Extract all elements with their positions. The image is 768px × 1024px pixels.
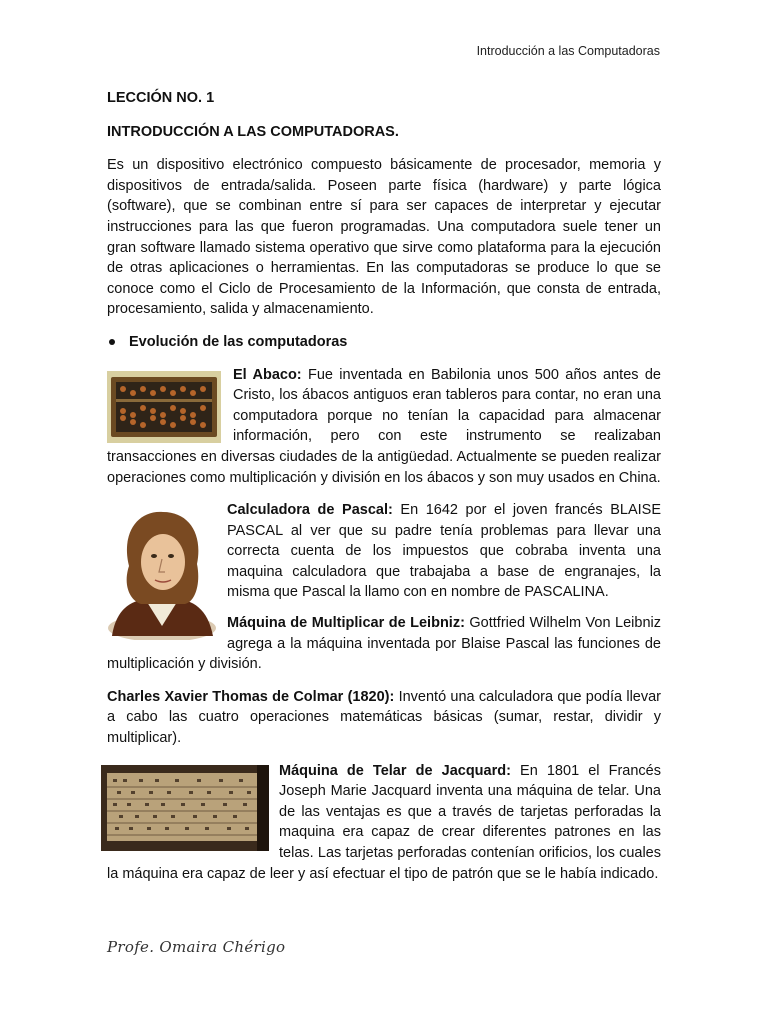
abacus-image xyxy=(107,371,221,443)
pascal-term: Calculadora de Pascal: xyxy=(227,502,393,519)
running-header: Introducción a las Computadoras xyxy=(476,44,660,58)
colmar-term: Charles Xavier Thomas de Colmar (1820): xyxy=(107,688,395,705)
jacquard-term: Máquina de Telar de Jacquard: xyxy=(279,762,511,779)
pascal-text: En 1642 por el joven francés BLAISE PASCAL al ver que su padre tenía problemas para llevar una correcta cuenta de los impuestos que cobraba inventa una maquina calculadora que trabajaba a base de engranajes, la misma que Pascal la llamo con en nombre de PASCALINA. xyxy=(227,502,662,601)
leibniz-term: Máquina de Multiplicar de Leibniz: xyxy=(227,615,465,632)
abaco-text: Fue inventada en Babilonia unos 500 años antes de Cristo, los ábacos antiguos eran tableros para contar, no eran una computadora porque no tenían la capacidad para almacenar información, pero con este instrumento se realizaban transacciones en diversas ciudades de la antigüedad. Actualmente se pueden realizar operaciones como multiplicación y división en los ábacos y son muy usados en China. xyxy=(107,366,661,486)
jacquard-loom-image xyxy=(101,765,269,851)
page-title: INTRODUCCIÓN A LAS COMPUTADORAS. xyxy=(107,123,399,140)
author-signature: Profe. Omaira Chérigo xyxy=(107,938,286,956)
intro-paragraph: Es un dispositivo electrónico compuesto básicamente de procesador, memoria y dispositivos de entrada/salida. Poseen parte física (hardware) y parte lógica (software), que se combinan entre sí para ser capaces de interpretar y ejecutar instrucciones para las que fueron programadas. Una computadora suele tener un gran software llamado sistema operativo que sirve como plataforma para la ejecución de otras aplicaciones o herramientas. En las computadoras se produce lo que se conoce como el Ciclo de Procesamiento de la Información, que consta de entrada, procesamiento, salida y almacenamiento. xyxy=(107,157,661,318)
abaco-term: El Abaco: xyxy=(233,366,302,383)
pascal-portrait-image xyxy=(107,504,217,640)
jacquard-text: En 1801 el Francés Joseph Marie Jacquard inventa una máquina de telar. Una de las ventajas es que a través de tarjetas perforadas la maquina era capaz de crear diferentes patrones en las telas. Las tarjetas perforadas contenían orificios, los cuales la máquina era capaz de leer y así efectuar el tipo de patrón que se le había indicado. xyxy=(107,762,661,882)
lesson-label: LECCIÓN NO. 1 xyxy=(107,90,215,106)
colmar-paragraph xyxy=(107,687,661,749)
jacquard-paragraph xyxy=(107,761,661,885)
colmar-text: Inventó una calculadora que podía llevar a cabo las cuatro operaciones matemáticas básicas (sumar, restar, dividir y multiplicar). xyxy=(107,688,661,747)
abaco-paragraph xyxy=(107,365,661,489)
document-body xyxy=(107,88,661,896)
section-bullet-label: Evolución de las computadoras xyxy=(129,333,348,350)
section-bullet xyxy=(107,332,661,353)
pascal-block xyxy=(107,500,661,675)
bullet-dot-icon xyxy=(109,339,115,345)
leibniz-text: Gottfried Wilhelm Von Leibniz agrega a la máquina inventada por Blaise Pascal las funciones de multiplicación y división. xyxy=(107,615,661,673)
